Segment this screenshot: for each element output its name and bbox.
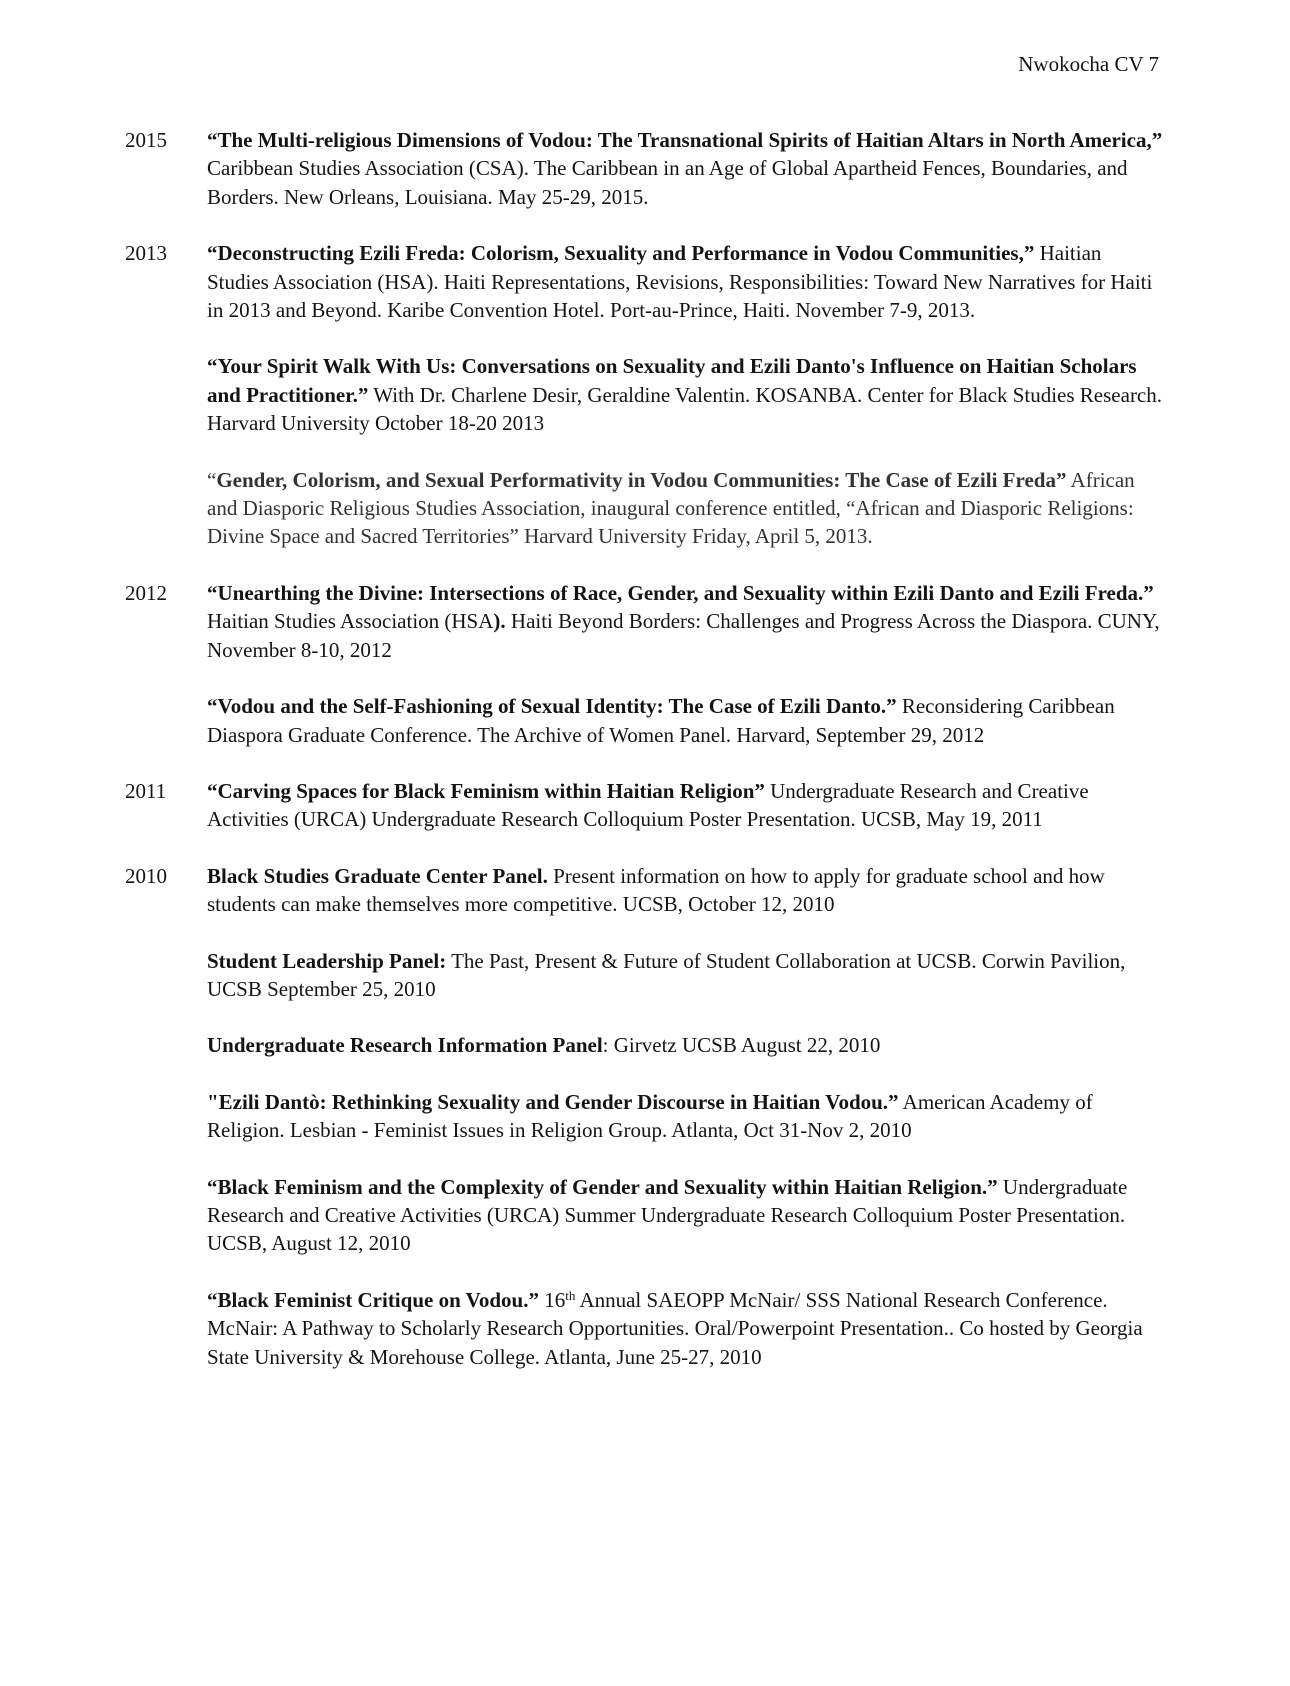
entry-text [207, 692, 1165, 749]
entry-text [207, 352, 1165, 437]
entry-2010-e [125, 1173, 1165, 1258]
entry-year [125, 1088, 207, 1145]
entry-2013-c [125, 466, 1165, 551]
entry-2010-b [125, 947, 1165, 1004]
entry-text [207, 777, 1165, 834]
entry-title: Undergraduate Research Information Panel [207, 1033, 603, 1058]
entry-text [207, 126, 1165, 211]
presentations-list [125, 126, 1165, 1371]
entry-details: : Girvetz UCSB August 22, 2010 [602, 1033, 881, 1058]
ordinal-suffix: th [565, 1287, 576, 1303]
entry-year [125, 947, 207, 1004]
entry-2012-b [125, 692, 1165, 749]
entry-title: Student Leadership Panel: [207, 948, 447, 973]
entry-year [125, 1173, 207, 1258]
entry-title: “Carving Spaces for Black Feminism within Haitian Religion” [207, 778, 765, 803]
entry-year [125, 1286, 207, 1371]
entry-text [207, 862, 1165, 919]
entry-title: “Black Feminist Critique on Vodou.” [207, 1287, 539, 1312]
entry-year: 2012 [125, 580, 167, 605]
entry-title: “Vodou and the Self-Fashioning of Sexual Identity: The Case of Ezili Danto.” [207, 694, 897, 719]
entry-details: Caribbean Studies Association (CSA). The Caribbean in an Age of Global Apartheid Fences, Boundaries, and Borders. New Orleans, Louisiana. May 25-29, 2015. [207, 156, 1128, 209]
entry-text [207, 947, 1165, 1004]
entry-title: “Unearthing the Divine: Intersections of Race, Gender, and Sexuality within Ezili Danto and Ezili Freda.” [207, 580, 1154, 605]
entry-2010-f [125, 1286, 1165, 1371]
entry-title: “Deconstructing Ezili Freda: Colorism, Sexuality and Performance in Vodou Communities,” [207, 241, 1035, 266]
entry-details: With Dr. Charlene Desir, Geraldine Valentin. KOSANBA. Center for Black Studies Research. Harvard University October 18-20 2013 [207, 382, 1163, 436]
entry-details: Undergraduate Research and Creative Activities (URCA) Undergraduate Research Colloquium Poster Presentation. UCSB, May 19, 2011 [207, 778, 1089, 832]
entry-year: 2010 [125, 863, 167, 888]
entry-year: 2015 [125, 128, 167, 152]
entry-2010-c [125, 1031, 1165, 1059]
entry-details-bold: ). [493, 609, 506, 634]
entry-details: Haitian Studies Association (HSA [207, 609, 494, 634]
entry-title: Black Studies Graduate Center Panel. [207, 863, 548, 888]
entry-text [207, 1173, 1165, 1258]
entry-2015 [125, 126, 1165, 211]
entry-details: Haitian Studies Association (HSA). Haiti Representations, Revisions, Responsibilities: Toward New Narratives for Haiti in 2013 and Beyond. Karibe Convention Hotel. Port-au-Prince, Haiti. November 7-9, 2013. [207, 241, 1153, 323]
entry-year [125, 692, 207, 749]
entry-text [207, 1286, 1165, 1371]
entry-title: “Black Feminism and the Complexity of Gender and Sexuality within Haitian Religion.” [207, 1174, 998, 1199]
entry-open-quote: “ [207, 467, 217, 492]
entry-2012-a [125, 579, 1165, 664]
entry-text [207, 579, 1165, 664]
entry-details: The Past, Present & Future of Student Collaboration at UCSB. Corwin Pavilion, UCSB September 25, 2010 [207, 948, 1126, 1001]
entry-details: 16 [538, 1287, 566, 1312]
entry-year [125, 466, 207, 551]
entry-year: 2011 [125, 778, 167, 803]
entry-year: 2013 [125, 241, 167, 266]
entry-details-cont: Haiti Beyond Borders: Challenges and Progress Across the Diaspora. CUNY, November 8-10, 2012 [207, 609, 1160, 662]
entry-details: African and Diasporic Religious Studies Association, inaugural conference entitled, “African and Diasporic Religions: Divine Space and Sacred Territories” Harvard University Friday, April 5, 2013. [207, 467, 1135, 549]
entry-2010-d [125, 1088, 1165, 1145]
entry-details-cont: Annual SAEOPP McNair/ SSS National Research Conference. McNair: A Pathway to Scholarly Research Opportunities. Oral/Powerpoint Presentation.. Co hosted by Georgia State University & Morehouse College. Atlanta, June 25-27, 2010 [207, 1287, 1143, 1369]
entry-2013-a [125, 239, 1165, 324]
entry-2013-b [125, 352, 1165, 437]
entry-text [207, 1031, 1165, 1059]
entry-details: Reconsidering Caribbean Diaspora Graduate Conference. The Archive of Women Panel. Harvard, September 29, 2012 [207, 694, 1115, 747]
entry-2010-a [125, 862, 1165, 919]
entry-details: American Academy of Religion. Lesbian - Feminist Issues in Religion Group. Atlanta, Oct 31-Nov 2, 2010 [207, 1089, 1093, 1143]
entry-text [207, 466, 1165, 551]
entry-details: Present information on how to apply for graduate school and how students can make themselves more competitive. UCSB, October 12, 2010 [207, 863, 1105, 917]
entry-title: “The Multi-religious Dimensions of Vodou: The Transnational Spirits of Haitian Altars in North America,” [207, 128, 1163, 152]
entry-year [125, 1031, 207, 1059]
entry-title: “Your Spirit Walk With Us: Conversations on Sexuality and Ezili Danto's Influence on Haitian Scholars and Practitioner.” [207, 354, 1137, 407]
entry-text [207, 239, 1165, 324]
entry-2011 [125, 777, 1165, 834]
entry-text [207, 1088, 1165, 1145]
entry-details: Undergraduate Research and Creative Activities (URCA) Summer Undergraduate Research Colloquium Poster Presentation. UCSB, August 12, 2010 [207, 1174, 1128, 1256]
entry-title: "Ezili Dantò: Rethinking Sexuality and Gender Discourse in Haitian Vodou.” [207, 1089, 899, 1114]
entry-year [125, 352, 207, 437]
entry-title: Gender, Colorism, and Sexual Performativity in Vodou Communities: The Case of Ezili Freda” [216, 467, 1067, 492]
running-head: Nwokocha CV 7 [1018, 52, 1159, 76]
